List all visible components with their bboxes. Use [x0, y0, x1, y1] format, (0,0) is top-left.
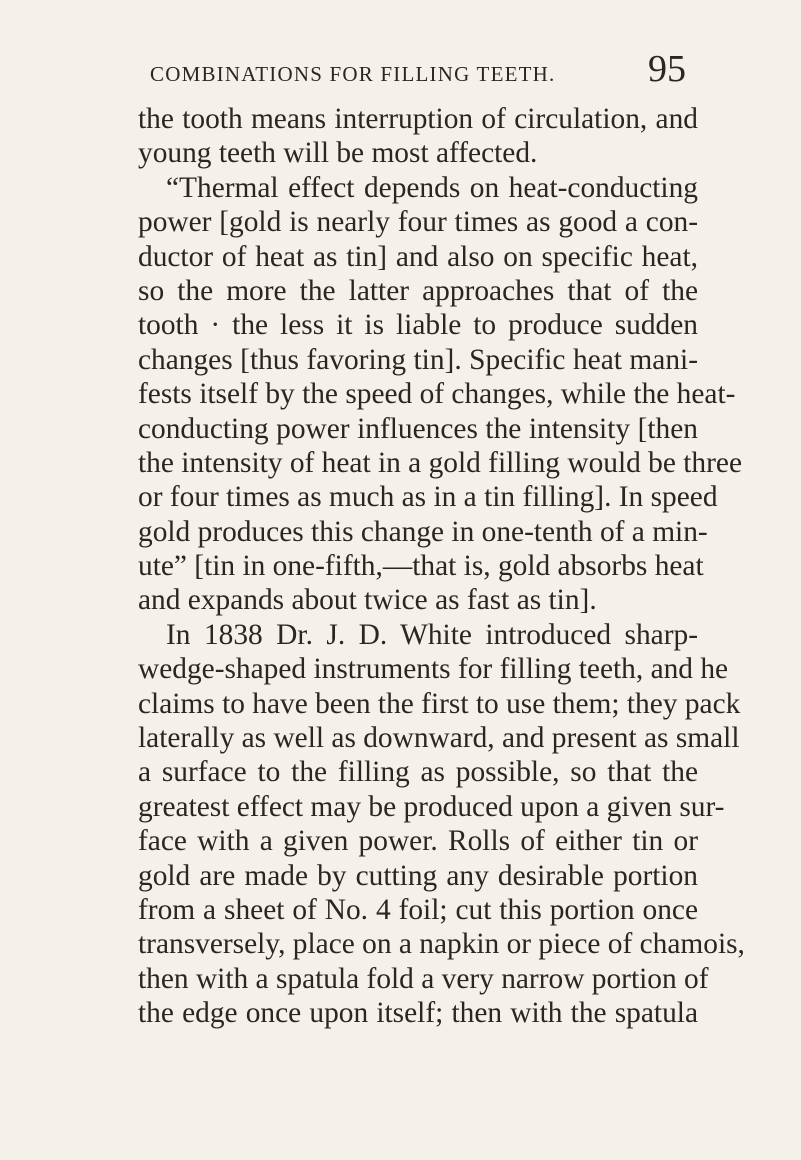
- text-line: fests itself by the speed of changes, while the heat-: [138, 378, 736, 411]
- text-line: conducting power influences the intensity [then: [138, 412, 698, 445]
- text-line: gold are made by cutting any desirable portion: [138, 859, 698, 892]
- text-line: then with a spatula fold a very narrow portion of: [138, 962, 709, 995]
- text-line: greatest effect may be produced upon a given sur-: [138, 790, 725, 823]
- text-line: and expands about twice as fast as tin].: [138, 584, 597, 617]
- text-line: the edge once upon itself; then with the spatula: [138, 997, 698, 1030]
- text-line: a surface to the filling as possible, so that the: [138, 756, 698, 789]
- text-line: claims to have been the first to use them; they pack: [138, 687, 741, 720]
- text-line: or four times as much as in a tin filling]. In speed: [138, 481, 718, 514]
- text-line: ute” [tin in one-fifth,—that is, gold absorbs heat: [138, 550, 704, 583]
- text-line: the tooth means interruption of circulation, and: [138, 103, 698, 135]
- text-line: changes [thus favoring tin]. Specific heat mani-: [138, 343, 698, 376]
- text-line: transversely, place on a napkin or piece of chamois,: [138, 928, 745, 961]
- text-line: ductor of heat as tin] and also on specific heat,: [138, 240, 698, 273]
- text-line: power [gold is nearly four times as good a con-: [138, 206, 698, 239]
- running-head: COMBINATIONS FOR FILLING TEETH.: [150, 62, 556, 86]
- text-line: the intensity of heat in a gold filling would be three: [138, 446, 743, 479]
- text-line: face with a given power. Rolls of either tin or: [138, 825, 698, 858]
- text-line: so the more the latter approaches that of the: [138, 274, 698, 307]
- text-line: wedge-shaped instruments for filling teeth, and he: [138, 653, 729, 686]
- text-line: tooth · the less it is liable to produce sudden: [138, 309, 698, 342]
- page-header: [134, 48, 694, 98]
- page-number: 95: [648, 48, 686, 90]
- body-text: [138, 102, 745, 1031]
- text-line: In 1838 Dr. J. D. White introduced sharp-: [166, 618, 698, 651]
- text-line: young teeth will be most affected.: [138, 137, 538, 170]
- text-line: from a sheet of No. 4 foil; cut this portion once: [138, 893, 698, 926]
- text-line: “Thermal effect depends on heat-conducting: [166, 171, 698, 204]
- text-line: laterally as well as downward, and present as small: [138, 722, 740, 755]
- text-line: gold produces this change in one-tenth of a min-: [138, 515, 708, 548]
